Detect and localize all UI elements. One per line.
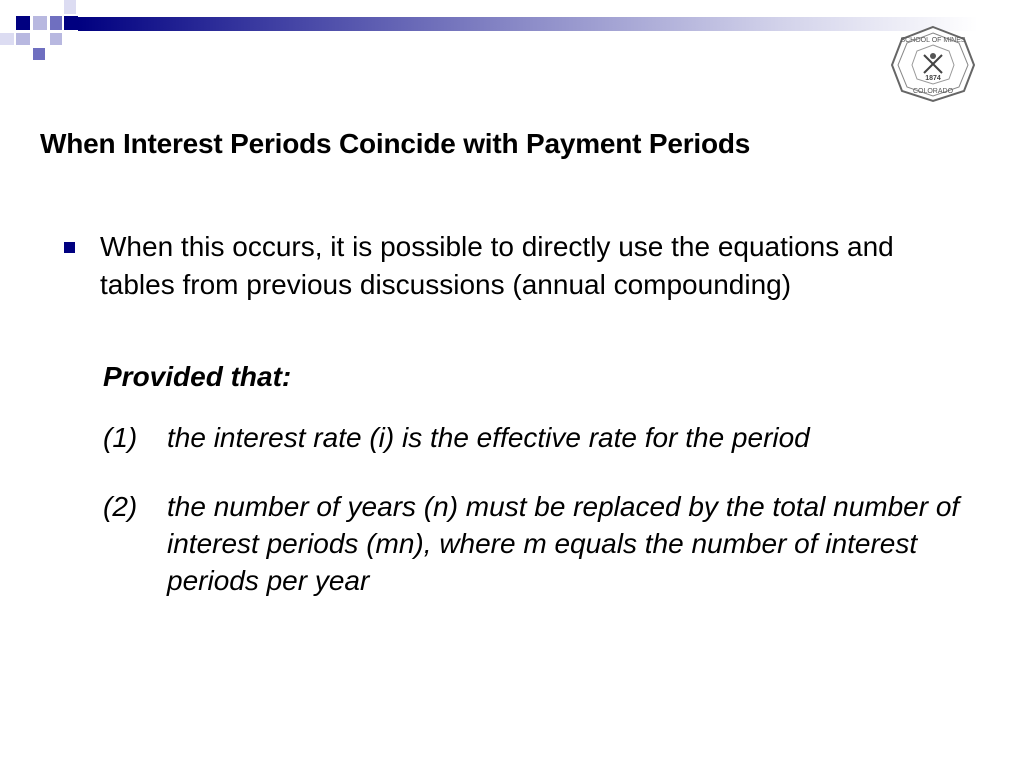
slide-title: When Interest Periods Coincide with Payment Periods xyxy=(40,128,751,159)
logo-top-text: SCHOOL OF MINES xyxy=(900,37,966,44)
condition-number: (2) xyxy=(103,491,138,522)
decor-square xyxy=(64,0,76,14)
decor-square xyxy=(0,33,14,45)
condition-text: the interest rate (i) is the effective rate for the period xyxy=(167,422,810,453)
provided-label: Provided that: xyxy=(103,361,292,392)
condition-item xyxy=(103,419,1003,459)
logo-year: 1874 xyxy=(925,75,941,82)
decor-square xyxy=(16,16,30,30)
square-bullet-icon xyxy=(64,242,75,253)
header-gradient-bar xyxy=(78,17,978,31)
decor-square xyxy=(50,33,62,45)
decor-square xyxy=(33,16,47,30)
condition-text: the number of years (n) must be replaced by the total number of interest periods (mn), where m equals the number of interest periods per year xyxy=(167,491,960,596)
decor-square xyxy=(33,48,45,60)
decor-square xyxy=(50,16,62,30)
school-seal-logo xyxy=(890,25,976,103)
bullet-text: When this occurs, it is possible to directly use the equations and tables from previous discussions (annual compounding) xyxy=(100,231,894,300)
logo-bottom-text: COLORADO xyxy=(912,88,954,95)
condition-item xyxy=(103,488,1003,608)
decor-square xyxy=(16,33,30,45)
decor-square xyxy=(64,16,78,30)
condition-number: (1) xyxy=(103,422,138,453)
